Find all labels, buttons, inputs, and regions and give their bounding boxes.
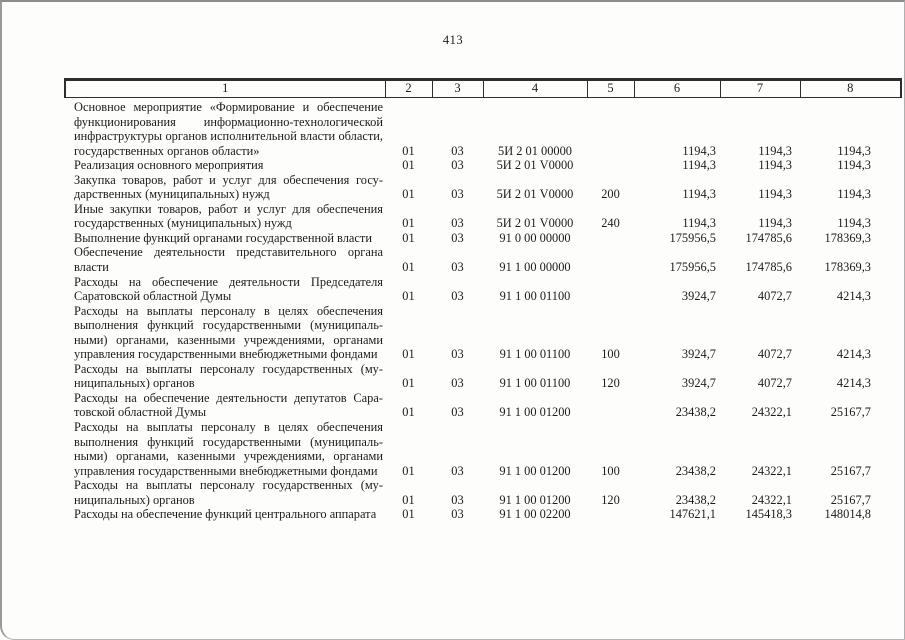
row-value-cell bbox=[587, 98, 634, 159]
row-value-cell: 01 bbox=[402, 463, 415, 478]
row-value-cell bbox=[587, 391, 634, 420]
row-value-cell: 175956,5 bbox=[669, 260, 716, 275]
row-value-cell: 01 bbox=[402, 187, 415, 202]
row-value-cell: 01 bbox=[402, 405, 415, 420]
header-cell: 2 bbox=[385, 80, 432, 98]
row-value-cell: 200 bbox=[601, 187, 620, 202]
row-value-cell: 03 bbox=[451, 143, 464, 158]
row-name-cell: Выполнение функций органами государственной власти bbox=[74, 230, 372, 245]
row-name-cell: Иные закупки товаров, работ и услуг для обеспечения государственных (муниципальных) нужд bbox=[74, 201, 383, 231]
header-cell: 6 bbox=[634, 80, 720, 98]
row-value-cell: 01 bbox=[402, 143, 415, 158]
row-value-cell: 174785,6 bbox=[745, 260, 792, 275]
row-value-cell: 175956,5 bbox=[669, 230, 716, 245]
table-row bbox=[65, 362, 901, 391]
header-cell: 4 bbox=[483, 80, 587, 98]
row-value-cell: 03 bbox=[451, 230, 464, 245]
row-value-cell: 178369,3 bbox=[824, 230, 871, 245]
row-value-cell: 01 bbox=[402, 507, 415, 522]
table-row bbox=[65, 275, 901, 304]
row-value-cell: 01 bbox=[402, 230, 415, 245]
row-value-cell: 03 bbox=[451, 405, 464, 420]
row-value-cell: 1194,3 bbox=[837, 216, 871, 231]
row-name-cell: Расходы на обеспечение функций центрального аппарата bbox=[74, 507, 377, 522]
row-value-cell: 1194,3 bbox=[758, 216, 792, 231]
table-row bbox=[65, 158, 901, 173]
row-value-cell: 4072,7 bbox=[757, 289, 792, 304]
row-value-cell bbox=[587, 231, 634, 246]
table-row bbox=[65, 202, 901, 231]
row-value-cell: 24322,1 bbox=[751, 463, 792, 478]
row-value-cell: 145418,3 bbox=[745, 507, 792, 522]
row-name-cell: Обеспечение деятельности представительного органа власти bbox=[74, 245, 383, 275]
row-value-cell: 03 bbox=[451, 492, 464, 507]
header-cell: 8 bbox=[800, 80, 901, 98]
row-value-cell: 91 0 00 00000 bbox=[499, 230, 571, 245]
row-value-cell: 174785,6 bbox=[745, 230, 792, 245]
row-value-cell: 03 bbox=[451, 187, 464, 202]
row-value-cell: 03 bbox=[451, 260, 464, 275]
row-value-cell: 1194,3 bbox=[837, 143, 871, 158]
row-value-cell: 23438,2 bbox=[675, 405, 716, 420]
row-name-cell: Основное мероприятие «Формирование и обеспечение функционирования информационно-технологической инфраструктуры органов исполнительной власти области, государственных органов области» bbox=[74, 100, 383, 158]
row-value-cell: 3924,7 bbox=[681, 347, 716, 362]
row-value-cell: 03 bbox=[451, 507, 464, 522]
header-cell: 1 bbox=[65, 80, 385, 98]
row-name-cell: Расходы на обеспечение деятельности Председателя Саратовской областной Думы bbox=[74, 274, 383, 304]
row-value-cell: 03 bbox=[451, 376, 464, 391]
page-number: 413 bbox=[442, 33, 464, 47]
table-row bbox=[65, 420, 901, 478]
header-cell: 5 bbox=[587, 80, 634, 98]
row-value-cell: 01 bbox=[402, 158, 415, 173]
row-value-cell: 91 1 00 01200 bbox=[499, 405, 571, 420]
row-value-cell bbox=[587, 245, 634, 274]
row-value-cell: 4214,3 bbox=[836, 376, 871, 391]
header-row bbox=[65, 80, 901, 98]
row-value-cell: 1194,3 bbox=[682, 158, 716, 173]
table-row bbox=[65, 478, 901, 507]
row-value-cell: 5И 2 01 V0000 bbox=[496, 216, 574, 231]
row-value-cell: 5И 2 01 00000 bbox=[498, 143, 572, 158]
row-value-cell: 91 1 00 01200 bbox=[499, 463, 571, 478]
row-value-cell: 120 bbox=[601, 376, 620, 391]
row-value-cell: 01 bbox=[402, 289, 415, 304]
budget-table-body bbox=[65, 98, 901, 522]
row-value-cell: 91 1 00 02200 bbox=[499, 507, 571, 522]
row-value-cell: 1194,3 bbox=[837, 187, 871, 202]
row-value-cell: 3924,7 bbox=[681, 289, 716, 304]
row-value-cell: 01 bbox=[402, 260, 415, 275]
row-value-cell: 01 bbox=[402, 347, 415, 362]
row-value-cell: 4072,7 bbox=[757, 347, 792, 362]
row-value-cell: 23438,2 bbox=[675, 463, 716, 478]
row-value-cell bbox=[587, 275, 634, 304]
row-name-cell: Реализация основного мероприятия bbox=[74, 158, 264, 173]
row-value-cell: 240 bbox=[601, 216, 620, 231]
row-value-cell: 03 bbox=[451, 289, 464, 304]
row-value-cell: 01 bbox=[402, 492, 415, 507]
row-value-cell: 4214,3 bbox=[836, 289, 871, 304]
row-name-cell: Расходы на выплаты персоналу государственных (муниципальных) органов bbox=[74, 478, 383, 507]
row-value-cell: 1194,3 bbox=[682, 143, 716, 158]
row-value-cell: 100 bbox=[601, 347, 620, 362]
table-row bbox=[65, 173, 901, 202]
row-name-cell: Расходы на выплаты персоналу в целях обеспечения выполнения функций государственными (муниципальными) органами, казенными учреждениями, органами управления государственными внебюджетными фондами bbox=[74, 420, 383, 478]
row-value-cell: 100 bbox=[601, 463, 620, 478]
row-value-cell bbox=[587, 507, 634, 522]
row-value-cell: 03 bbox=[451, 463, 464, 478]
table-row bbox=[65, 231, 901, 246]
row-name-cell: Расходы на выплаты персоналу в целях обеспечения выполнения функций государственными (муниципальными) органами, казенными учреждениями, органами управления государственными внебюджетными фондами bbox=[74, 303, 383, 362]
row-value-cell: 03 bbox=[451, 347, 464, 362]
row-name-cell: Закупка товаров, работ и услуг для обеспечения государственных (муниципальных) нужд bbox=[74, 172, 383, 202]
row-value-cell: 147621,1 bbox=[669, 507, 716, 522]
row-value-cell: 178369,3 bbox=[824, 260, 871, 275]
row-value-cell: 4072,7 bbox=[757, 376, 792, 391]
row-value-cell: 24322,1 bbox=[751, 492, 792, 507]
row-value-cell: 1194,3 bbox=[682, 187, 716, 202]
row-value-cell: 03 bbox=[451, 216, 464, 231]
row-value-cell: 91 1 00 00000 bbox=[499, 260, 571, 275]
table-row bbox=[65, 98, 901, 159]
row-value-cell: 1194,3 bbox=[758, 187, 792, 202]
row-value-cell: 24322,1 bbox=[751, 405, 792, 420]
row-value-cell: 1194,3 bbox=[758, 143, 792, 158]
row-value-cell: 1194,3 bbox=[682, 216, 716, 231]
table-row bbox=[65, 304, 901, 362]
table-row bbox=[65, 391, 901, 420]
row-value-cell bbox=[587, 158, 634, 173]
row-value-cell: 01 bbox=[402, 376, 415, 391]
table-row bbox=[65, 507, 901, 522]
row-value-cell: 5И 2 01 V0000 bbox=[496, 158, 574, 173]
budget-table bbox=[64, 78, 902, 522]
row-value-cell: 25167,7 bbox=[830, 463, 871, 478]
row-value-cell: 3924,7 bbox=[681, 376, 716, 391]
row-value-cell: 91 1 00 01100 bbox=[499, 347, 571, 362]
row-value-cell: 1194,3 bbox=[837, 158, 871, 173]
row-value-cell: 148014,8 bbox=[824, 507, 871, 522]
row-value-cell: 4214,3 bbox=[836, 347, 871, 362]
row-value-cell: 120 bbox=[601, 492, 620, 507]
row-value-cell: 1194,3 bbox=[758, 158, 792, 173]
row-value-cell: 25167,7 bbox=[830, 405, 871, 420]
row-value-cell: 25167,7 bbox=[830, 492, 871, 507]
table-row bbox=[65, 245, 901, 274]
row-value-cell: 5И 2 01 V0000 bbox=[496, 187, 574, 202]
row-value-cell: 91 1 00 01100 bbox=[499, 376, 571, 391]
row-name-cell: Расходы на выплаты персоналу государственных (муниципальных) органов bbox=[74, 361, 383, 391]
row-name-cell: Расходы на обеспечение деятельности депутатов Саратовской областной Думы bbox=[74, 390, 383, 420]
row-value-cell: 91 1 00 01100 bbox=[499, 289, 571, 304]
row-value-cell: 91 1 00 01200 bbox=[499, 492, 571, 507]
row-value-cell: 23438,2 bbox=[675, 492, 716, 507]
row-value-cell: 03 bbox=[451, 158, 464, 173]
row-value-cell: 01 bbox=[402, 216, 415, 231]
header-cell: 3 bbox=[432, 80, 483, 98]
header-cell: 7 bbox=[720, 80, 800, 98]
